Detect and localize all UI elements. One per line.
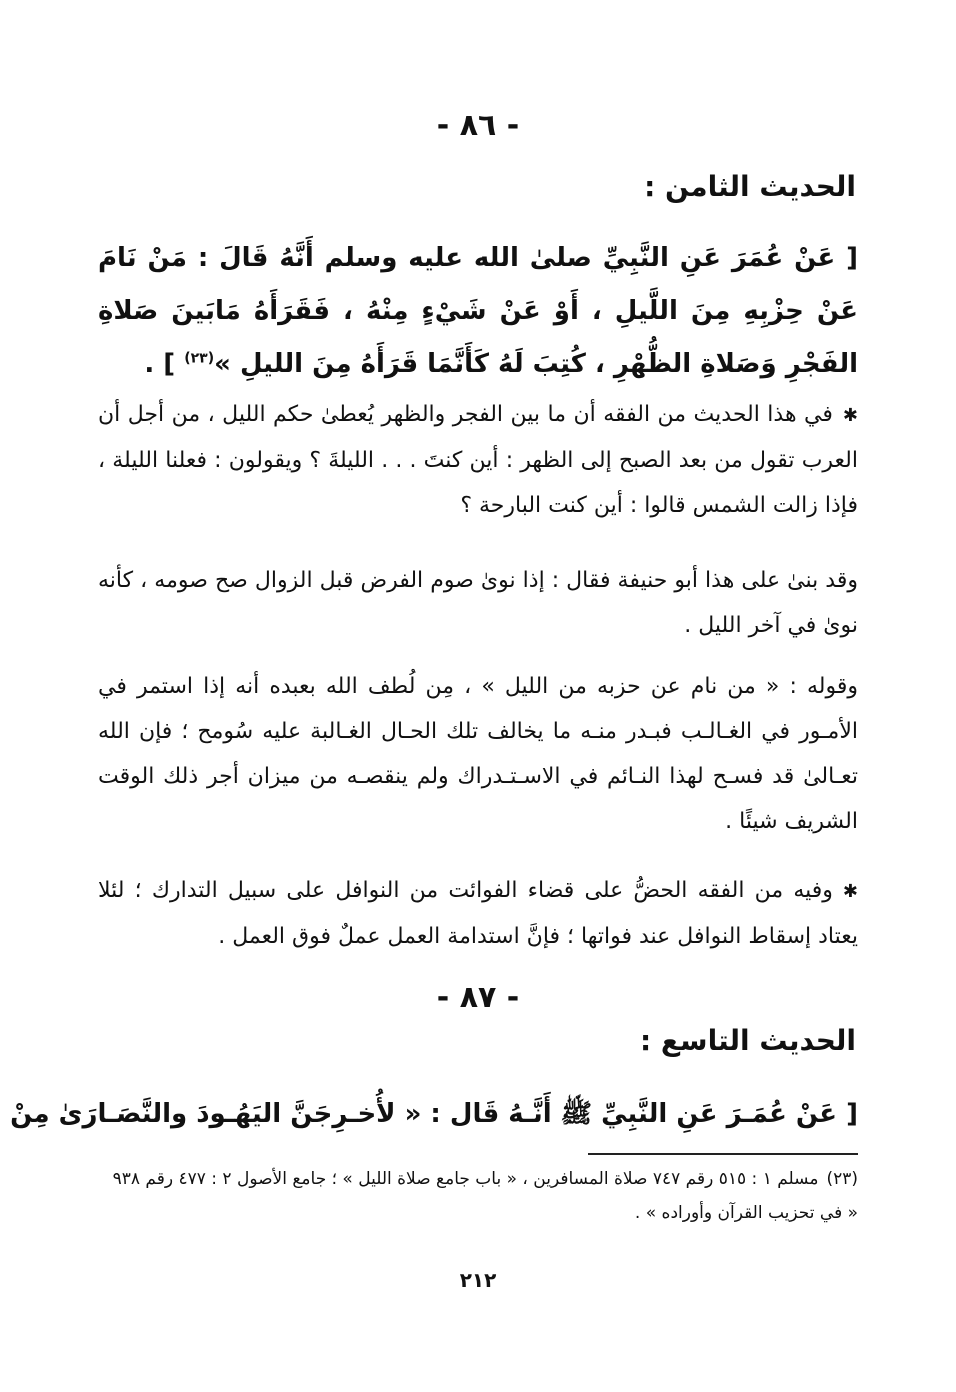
- commentary-paragraph-2: [98, 558, 858, 648]
- commentary-text-2: وقد بنىٰ على هذا أبو حنيفة فقال : إذا نوىٰ صوم الفرض قبل الزوال صح صومه ، كأنه نوىٰ في آخر الليل .: [98, 568, 858, 638]
- footnote-text: مسلم ١ : ٥١٥ رقم ٧٤٧ صلاة المسافرين ، « باب جامع صلاة الليل » ؛ جامع الأصول ٢ : ٤٧٧ رقم ٩٣٨ « في تحزيب القرآن وأوراده » .: [112, 1169, 858, 1223]
- hadith-9-heading: الحديث التاسع :: [639, 1024, 856, 1057]
- footnote-divider: [588, 1153, 858, 1155]
- commentary-paragraph-3: [98, 664, 858, 844]
- page-number: ٢١٢: [459, 1268, 497, 1292]
- commentary-paragraph-4: [98, 868, 858, 959]
- footnote-number: (٢٣): [826, 1169, 858, 1189]
- hadith-8-text: [98, 232, 858, 391]
- hadith-number-86: - ٨٦ -: [436, 108, 520, 143]
- commentary-text-1: في هذا الحديث من الفقه أن ما بين الفجر والظهر يُعطىٰ حكم الليل ، من أجل أن العرب تقول من بعد الصبح إلى الظهر : أين كنتَ . . . الليلةَ ؟ ويقولون : فعلنا الليلة ، فإذا زالت الشمس قالوا : أين كنت البارحة ؟: [98, 402, 858, 518]
- commentary-text-4: وفيه من الفقه الحضُّ على قضاء الفوائت من النوافل على سبيل التدارك ؛ لئلا يعتاد إسقاط النوافل عند فواتها ؛ فإنَّ استدامة العمل عملٌ فوق العمل .: [98, 878, 858, 949]
- hadith-8-heading: الحديث الثامن :: [644, 170, 856, 203]
- footnote-reference: (٢٣): [184, 350, 215, 367]
- hadith-8-body: [ عَنْ عُمَرَ عَنِ النَّبِيِّ صلىٰ الله عليه وسلم أَنَّهُ قَالَ : مَنْ نَامَ عَنْ حِزْبِهِ مِنَ اللَّيلِ ، أَوْ عَنْ شَيْءٍ مِنْهُ ، فَقَرَأَهُ مَابَينَ صَلاةِ الفَجْرِ وَصَلاةِ الظُّهْرِ ، كُتِبَ لَهُ كَأَنَّمَا قَرَأَهُ مِنَ الليلِ »: [98, 243, 858, 379]
- hadith-number-87: - ٨٧ -: [436, 980, 520, 1015]
- hadith-8-closing: ] .: [144, 349, 185, 379]
- bullet-icon: ✱: [842, 405, 858, 426]
- bullet-icon: ✱: [842, 881, 858, 902]
- hadith-9-text: [ عَنْ عُمَـرَ عَنِ النَّبِيِّ ﷺ أَنَّـهُ قَال : « لأُخـرِجَنَّ اليَهُـودَ والنَّصَـارَىٰ مِنْ: [10, 1099, 858, 1129]
- footnote: [98, 1162, 858, 1230]
- commentary-text-3: وقوله : « من نام عن حزبه من الليل » ، مِن لُطف الله بعبده أنه إذا استمر في الأمـور في الغـالـب فبـدر منـه ما يخالف تلك الحـال الغـالبة عليه سُومح ؛ فإن الله تعـالىٰ قد فسـح لهذا النـائم في الاسـتـدراك ولم ينقصـه من ميزان أجر ذلك الوقت الشريف شيئًا .: [98, 674, 858, 834]
- commentary-paragraph-1: [98, 392, 858, 528]
